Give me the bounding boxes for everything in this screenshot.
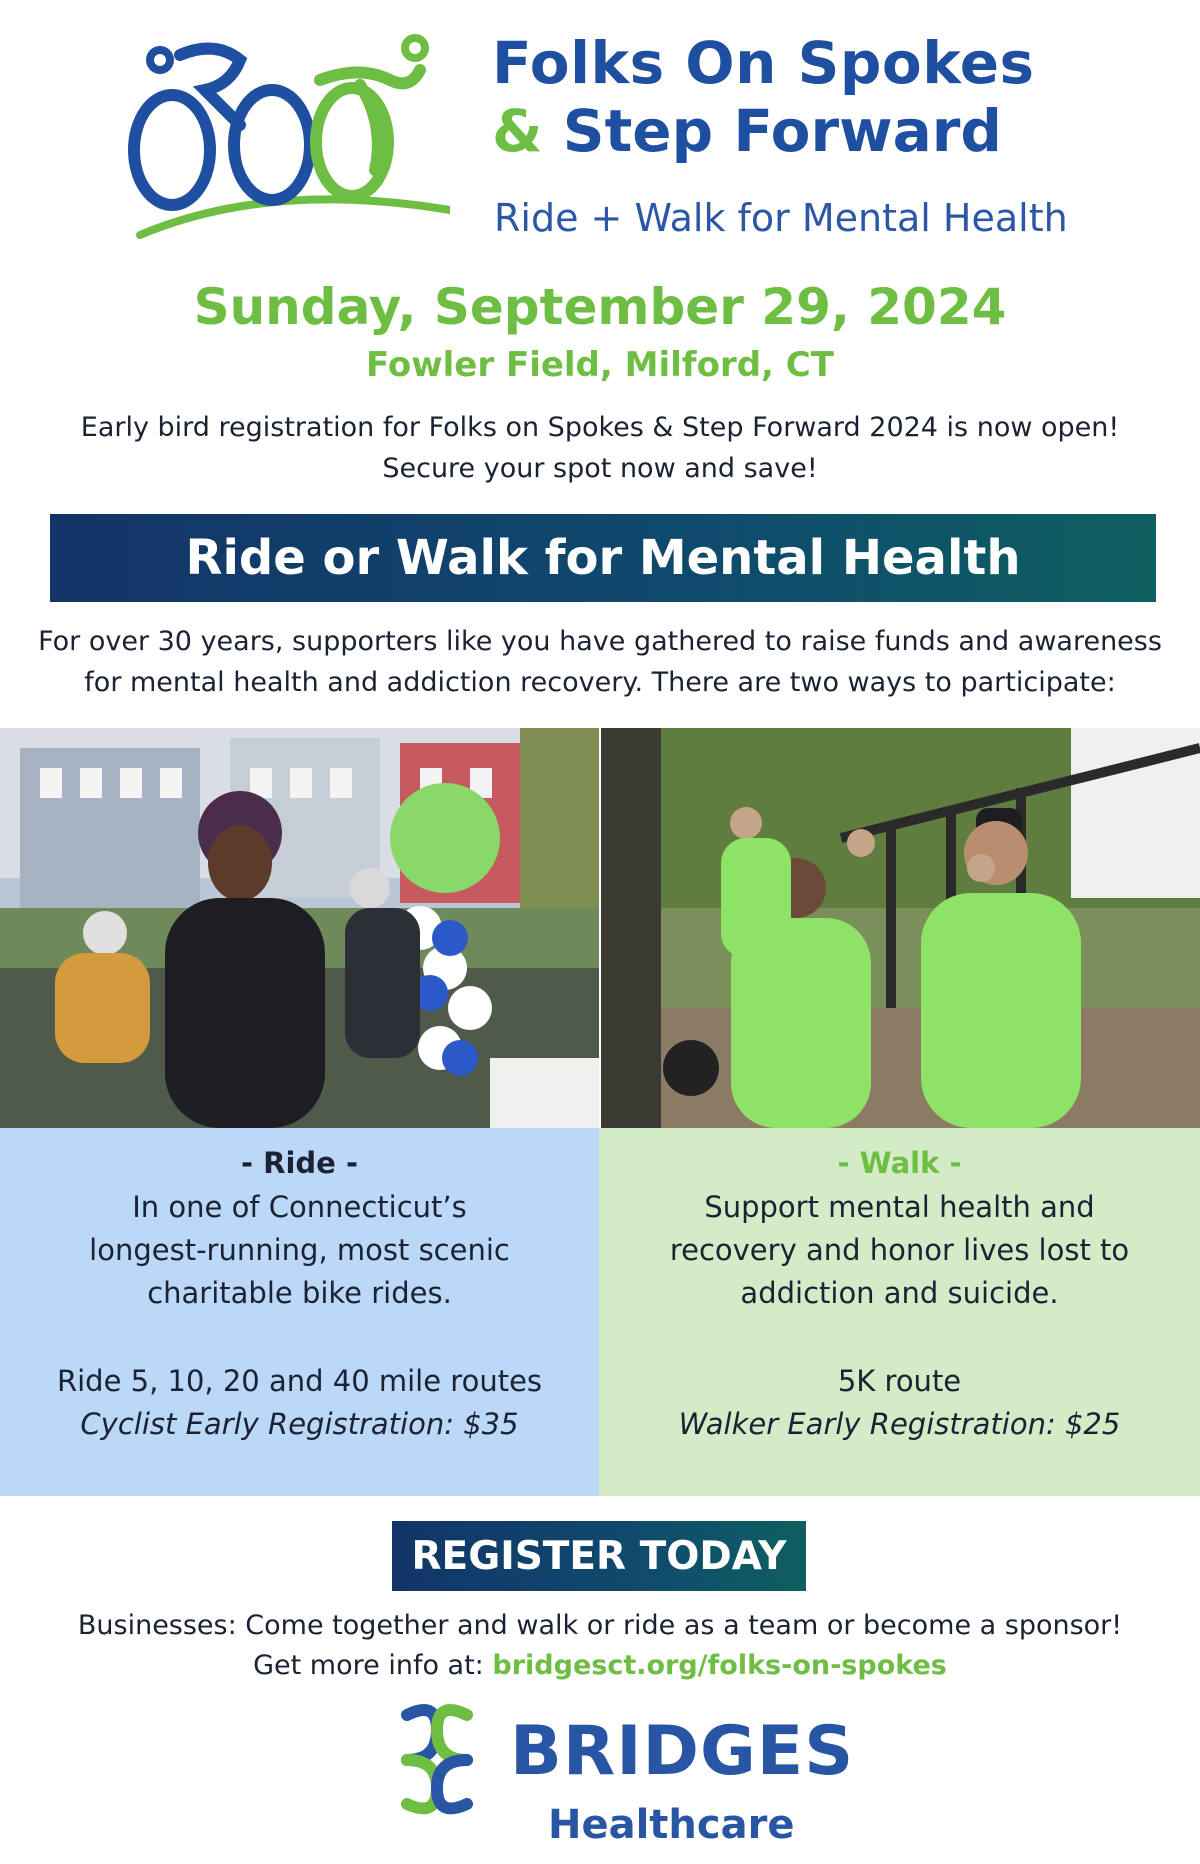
info-link[interactable]: bridgesct.org/folks-on-spokes xyxy=(492,1650,947,1681)
event-title-line1: Folks On Spokes xyxy=(492,29,1035,97)
description-line-2: for mental health and addiction recovery. There are two ways to participate: xyxy=(84,667,1116,698)
ride-desc-line-1: In one of Connecticut’s xyxy=(132,1190,467,1224)
bridges-logo-icon xyxy=(392,1700,482,1818)
info-prefix: Get more info at: xyxy=(253,1650,484,1681)
cyclists-logo-icon xyxy=(120,30,450,250)
event-title-line2 xyxy=(492,98,1002,165)
ride-panel xyxy=(0,1128,599,1496)
walk-price: Walker Early Registration: $25 xyxy=(678,1407,1121,1441)
intro-line-2: Secure your spot now and save! xyxy=(382,453,818,484)
section-banner: Ride or Walk for Mental Health xyxy=(50,514,1156,602)
intro-line-1: Early bird registration for Folks on Spokes & Step Forward 2024 is now open! xyxy=(80,412,1120,443)
walk-desc-line-1: Support mental health and xyxy=(704,1190,1095,1224)
bridges-subtitle: Healthcare xyxy=(548,1802,795,1848)
walk-desc-line-2: recovery and honor lives lost to xyxy=(669,1233,1130,1267)
ride-desc-line-3: charitable bike rides. xyxy=(147,1276,452,1310)
ride-price: Cyclist Early Registration: $35 xyxy=(80,1407,519,1441)
register-today-button[interactable]: REGISTER TODAY xyxy=(392,1521,806,1591)
description-line-1: For over 30 years, supporters like you have gathered to raise funds and awareness xyxy=(38,626,1162,657)
walkers-photo xyxy=(601,728,1200,1128)
ride-desc-line-2: longest-running, most scenic xyxy=(89,1233,510,1267)
business-line: Businesses: Come together and walk or ride as a team or become a sponsor! xyxy=(77,1610,1123,1641)
ride-heading: - Ride - xyxy=(241,1146,358,1180)
event-date: Sunday, September 29, 2024 xyxy=(193,278,1007,336)
walk-desc-line-3: addiction and suicide. xyxy=(740,1276,1059,1310)
walk-panel xyxy=(599,1128,1200,1496)
event-location: Fowler Field, Milford, CT xyxy=(366,345,834,385)
ampersand: & xyxy=(492,97,543,165)
ride-routes: Ride 5, 10, 20 and 40 mile routes xyxy=(56,1364,543,1398)
bridges-name: BRIDGES xyxy=(510,1712,855,1791)
event-tagline: Ride + Walk for Mental Health xyxy=(494,196,1068,240)
cyclist-photo xyxy=(0,728,599,1128)
info-line xyxy=(0,1650,1200,1681)
event-title-step-forward: Step Forward xyxy=(562,97,1002,165)
walk-heading: - Walk - xyxy=(837,1146,962,1180)
walk-routes: 5K route xyxy=(837,1364,962,1398)
